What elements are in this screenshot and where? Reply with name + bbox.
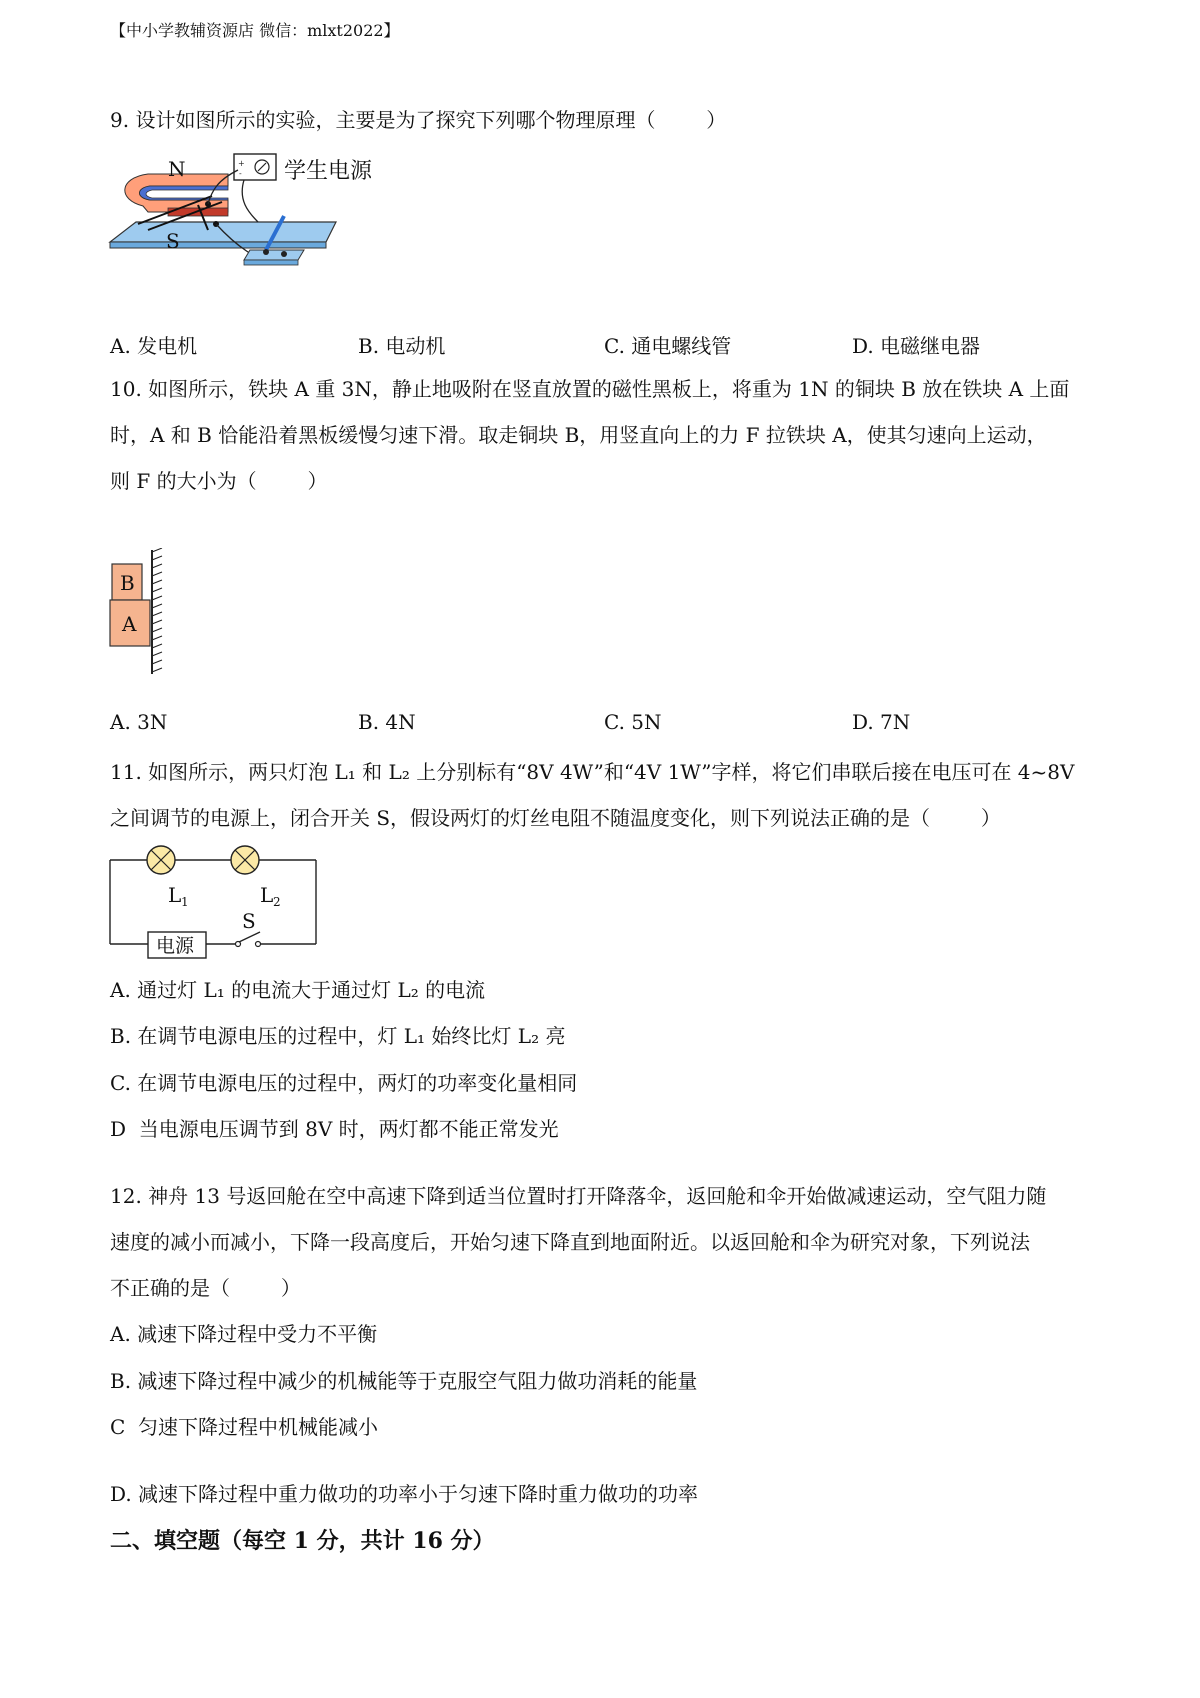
lamp-l1-subscript: 1 [181,895,189,909]
q9-stem: 9. 设计如图所示的实验，主要是为了探究下列哪个物理原理（ ） [110,108,727,132]
q10-line-1: 10. 如图所示，铁块 A 重 3N，静止地吸附在竖直放置的磁性黑板上，将重为 1N 的铜块 B 放在铁块 A 上面 [110,377,1070,401]
lamp-l2-label: L [260,883,274,907]
switch-icon [236,932,261,947]
header-watermark: 【中小学教辅资源店 微信：mlxt2022】 [110,21,400,40]
q11-option-d: D 当电源电压调节到 8V 时，两灯都不能正常发光 [110,1117,559,1141]
q10-option-d: D. 7N [852,710,911,734]
q9-figure [108,150,428,280]
q11-line-1: 11. 如图所示，两只灯泡 L₁ 和 L₂ 上分别标有“8V 4W”和“4V 1W”字样，将它们串联后接在电压可在 4~8V [110,760,1075,784]
q10-option-a: A. 3N [110,710,168,734]
lamp-l2-icon [231,846,259,874]
magnet-north-label: N [168,157,186,181]
svg-text:+: + [238,159,245,168]
knife-switch-icon [244,250,304,260]
power-supply-label: 学生电源 [284,159,373,184]
q9-option-c: C. 通电螺线管 [604,334,732,358]
section-2-heading: 二、填空题（每空 1 分，共计 16 分） [110,1528,495,1554]
q12-line-3: 不正确的是（ ） [110,1276,301,1300]
q12-option-b: B. 减速下降过程中减少的机械能等于克服空气阻力做功消耗的能量 [110,1369,698,1393]
q9-option-a: A. 发电机 [110,334,198,358]
q12-option-d: D. 减速下降过程中重力做功的功率小于匀速下降时重力做功的功率 [110,1482,699,1506]
block-b-label: B [120,571,135,595]
q11-circuit-figure [108,840,328,960]
q11-option-a: A. 通过灯 L₁ 的电流大于通过灯 L₂ 的电流 [110,978,486,1002]
q10-line-2: 时，A 和 B 恰能沿着黑板缓慢匀速下滑。取走铜块 B，用竖直向上的力 F 拉铁块 A，使其匀速向上运动， [110,423,1047,447]
q12-option-c: C 匀速下降过程中机械能减小 [110,1415,379,1439]
q10-figure [108,548,168,678]
lamp-l1-label: L [168,883,182,907]
power-source-label: 电源 [156,935,195,957]
q11-option-b: B. 在调节电源电压的过程中，灯 L₁ 始终比灯 L₂ 亮 [110,1024,566,1048]
svg-text:-: - [239,169,242,178]
q11-option-c: C. 在调节电源电压的过程中，两灯的功率变化量相同 [110,1071,578,1095]
q12-line-2: 速度的减小而减小，下降一段高度后，开始匀速下降直到地面附近。以返回舱和伞为研究对象，下列说法 [110,1230,1030,1254]
block-a-label: A [122,612,137,636]
q10-line-3: 则 F 的大小为（ ） [110,469,328,493]
switch-label: S [242,909,256,933]
lamp-l2-subscript: 2 [273,895,281,909]
q9-option-b: B. 电动机 [358,334,446,358]
q10-option-b: B. 4N [358,710,416,734]
q11-line-2: 之间调节的电源上，闭合开关 S，假设两灯的灯丝电阻不随温度变化，则下列说法正确的是（ ） [110,806,1001,830]
q9-option-d: D. 电磁继电器 [852,334,981,358]
lamp-l1-icon [147,846,175,874]
magnet-south-label: S [166,229,180,253]
q12-option-a: A. 减速下降过程中受力不平衡 [110,1322,378,1346]
q12-line-1: 12. 神舟 13 号返回舱在空中高速下降到适当位置时打开降落伞，返回舱和伞开始做减速运动，空气阻力随 [110,1184,1047,1208]
q10-option-c: C. 5N [604,710,662,734]
